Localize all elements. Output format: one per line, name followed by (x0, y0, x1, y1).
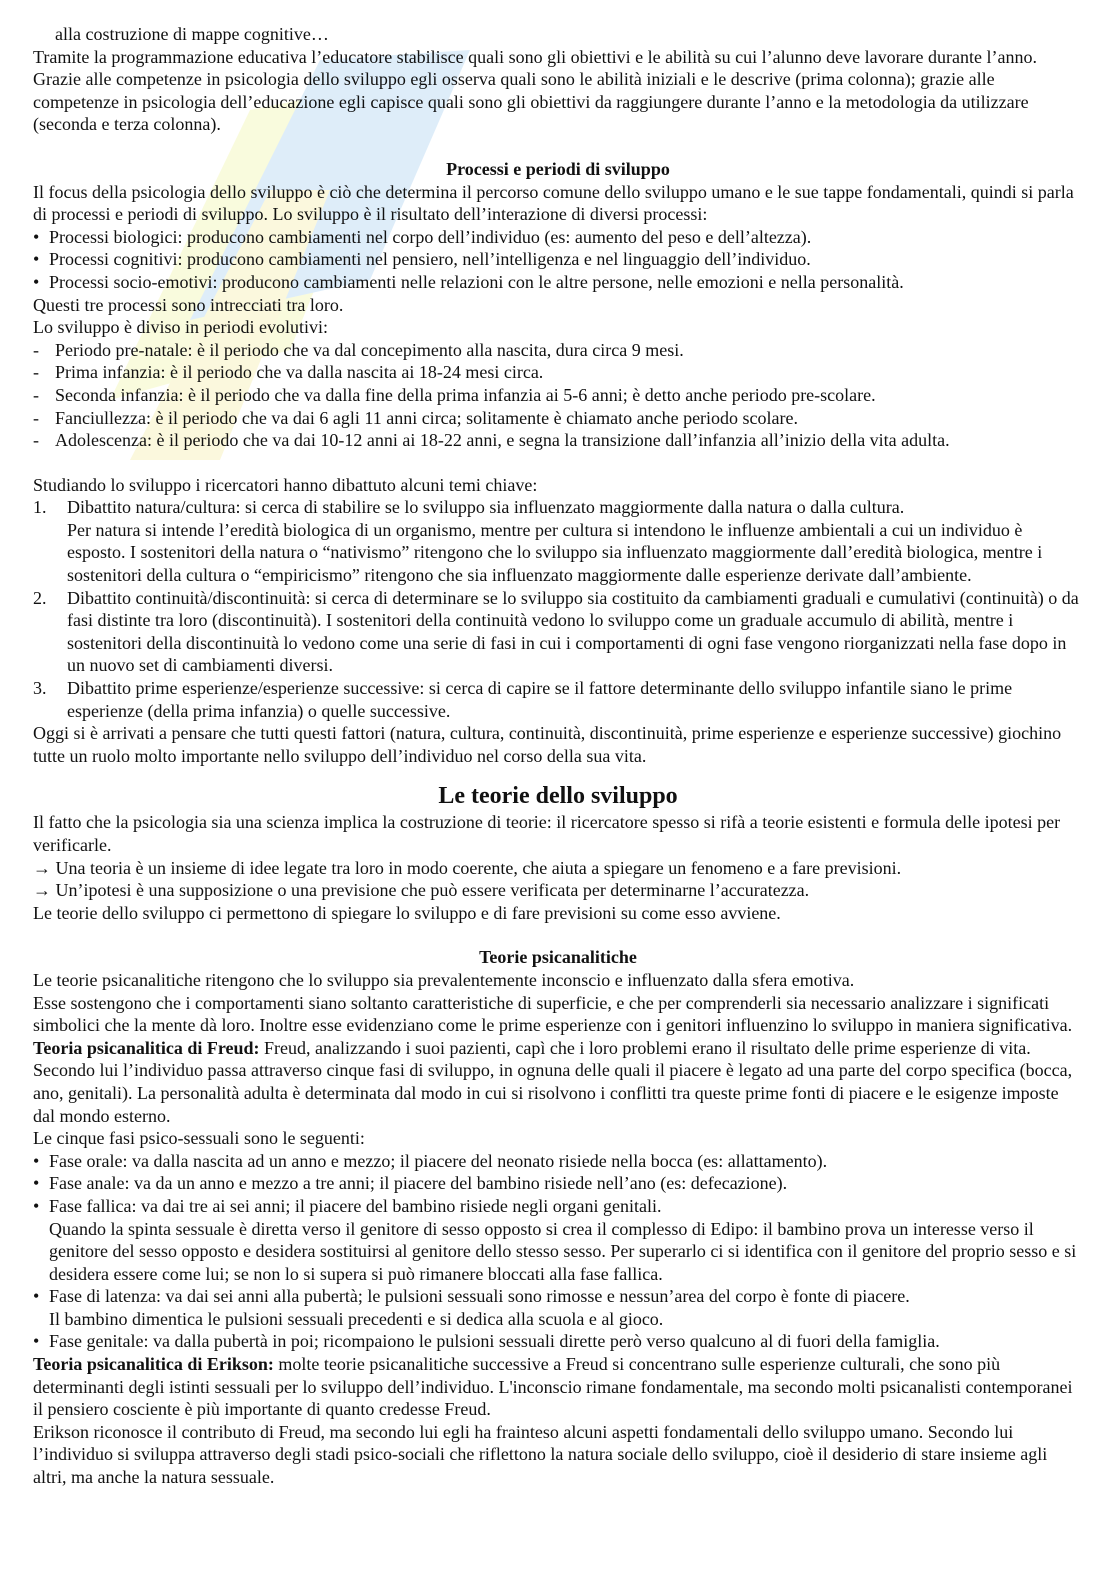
temi-conclusion: Oggi si è arrivati a pensare che tutti questi fattori (natura, cultura, continuità, discontinuità, prime esperienze e esperienze successive) giochino tutte un ruolo molto importante nello sviluppo dell’individuo nel corso della sua vita. (33, 723, 1062, 766)
bullet-icon: • (33, 249, 40, 270)
list-number: 3. (33, 678, 47, 699)
teorie-para1: Il fatto che la psicologia sia una scienza implica la costruzione di teorie: il ricercatore spesso si rifà a teorie esistenti e formula delle ipotesi per verificarle. (33, 812, 1061, 855)
bullet-icon: • (33, 1150, 40, 1171)
psicanalitiche-para1: Le teorie psicanalitiche ritengono che lo sviluppo sia prevalentemente inconscio e influenzato dalla sfera emotiva. (33, 969, 855, 990)
bullet-icon: • (33, 1286, 40, 1307)
list-item: - Periodo pre-natale: è il periodo che va dal concepimento alla nascita, dura circa 9 mesi. (33, 339, 684, 360)
list-item: • Processi biologici: producono cambiamenti nel corpo dell’individuo (es: aumento del peso e dell’altezza). (33, 226, 812, 247)
list-item: - Seconda infanzia: è il periodo che va dalla fine della prima infanzia ai 5-6 anni; è detto anche periodo pre-scolare. (33, 384, 876, 405)
list-item: • Fase orale: va dalla nascita ad un anno e mezzo; il piacere del neonato risiede nella bocca (es: allattamento). (33, 1150, 828, 1171)
freud-label: Teoria psicanalitica di Freud: (33, 1037, 260, 1058)
list-item: • Fase anale: va da un anno e mezzo a tre anni; il piacere del bambino risiede nell’ano (es: defecazione). (33, 1173, 788, 1194)
fasi-list (33, 1150, 1083, 1353)
dash-icon: - (33, 384, 39, 405)
list-item: • Fase fallica: va dai tre ai sei anni; il piacere del bambino risiede negli organi genitali. Quando la spinta sessuale è diretta verso il genitore di sesso opposto si crea il complesso di Edipo: il bambino prova un interesse verso il genitore del sesso opposto e desidera sostituirsi al genitore dello stesso sesso. Per superarlo ci si identifica con il genitore del proprio sesso e si desidera essere come lui; se non lo si supera si può rimanere bloccati alla fase fallica. (33, 1195, 1077, 1284)
dash-icon: - (33, 362, 39, 383)
bullet-icon: • (33, 1173, 40, 1194)
periods-list (33, 339, 1083, 452)
list-item: - Prima infanzia: è il periodo che va dalla nascita ai 18-24 mesi circa. (33, 362, 544, 383)
list-number: 1. (33, 497, 47, 518)
processi-after: Questi tre processi sono intrecciati tra loro. (33, 294, 344, 315)
list-item: • Processi cognitivi: producono cambiamenti nel pensiero, nell’intelligenza e nel linguaggio dell’individuo. (33, 249, 811, 270)
processi-intro: Il focus della psicologia dello sviluppo è ciò che determina il percorso comune dello sviluppo umano e le sue tappe fondamentali, quindi si parla di processi e periodi di sviluppo. Lo sviluppo è il risultato dell’interazione di diversi processi: (33, 181, 1074, 225)
document-content (33, 23, 1083, 1489)
dash-icon: - (33, 339, 39, 360)
teorie-para2: Le teorie dello sviluppo ci permettono di spiegare lo sviluppo e di fare previsioni su come esso avviene. (33, 902, 781, 923)
fasi-intro: Le cinque fasi psico-sessuali sono le seguenti: (33, 1128, 365, 1149)
list-item: • Fase di latenza: va dai sei anni alla pubertà; le pulsioni sessuali sono rimosse e nessun’area del corpo è fonte di piacere. Il bambino dimentica le pulsioni sessuali precedenti e si dedica alla scuola e al gioco. (33, 1286, 910, 1329)
bullet-icon: • (33, 1331, 40, 1352)
erikson-label: Teoria psicanalitica di Erikson: (33, 1354, 274, 1375)
freud-paragraph: Teoria psicanalitica di Freud: Freud, analizzando i suoi pazienti, capì che i loro problemi erano il risultato delle prime esperienze di vita. Secondo lui l’individuo passa attraverso cinque fasi di sviluppo, in ognuna delle quali il piacere è legato ad una parte del corpo specifica (bocca, ano, genitali). La personalità adulta è determinata dal modo in cui si risolvono i conflitti tra queste prime fonti di piacere e le esigenze imposte dal mondo esterno. (33, 1037, 1073, 1126)
list-item: 2. Dibattito continuità/discontinuità: si cerca di determinare se lo sviluppo sia costituito da cambiamenti graduali e cumulativi (continuità) o da fasi distinte tra loro (discontinuità). I sostenitori della continuità vedono lo sviluppo come un graduale accumulo di abilità, mentre i sostenitori della discontinuità lo vedono come una serie di fasi in cui i comportamenti di ogni fase vengono riorganizzati nella fase dopo in un nuovo set di cambiamenti diversi. (33, 587, 1079, 676)
dash-icon: - (33, 407, 39, 428)
erikson-paragraph-2: Erikson riconosce il contributo di Freud, ma secondo lui egli ha frainteso alcuni aspetti fondamentali dello sviluppo umano. Secondo lui l’individuo si sviluppa attraverso degli stadi psico-sociali che riflettono la natura sociale dello sviluppo, cioè il desiderio di stare insieme agli altri, ma anche la natura sessuale. (33, 1421, 1048, 1488)
section-title-processi: Processi e periodi di sviluppo (446, 158, 670, 179)
teorie-arrow2: → Un’ipotesi è una supposizione o una previsione che può essere verificata per determinarne l’accuratezza. (33, 880, 810, 901)
list-item: 1. Dibattito natura/cultura: si cerca di stabilire se lo sviluppo sia influenzato maggiormente dalla natura o dalla cultura. Per natura si intende l’eredità biologica di un organismo, mentre per cultura si intendono le influenze ambientali a cui un individuo è esposto. I sostenitori della natura o “nativismo” ritengono che lo sviluppo sia influenzato maggiormente dall’eredità biologica, mentre i sostenitori della cultura o “empiricismo” ritengono che sia influenzato maggiormente dalle esperienze derivate dall’ambiente. (33, 497, 1043, 586)
bullet-icon: • (33, 271, 40, 292)
periods-intro: Lo sviluppo è diviso in periodi evolutivi: (33, 317, 328, 338)
list-item: - Adolescenza: è il periodo che va dai 10-12 anni ai 18-22 anni, e segna la transizione dall’infanzia all’inizio della vita adulta. (33, 430, 950, 451)
intro-paragraph: Tramite la programmazione educativa l’educatore stabilisce quali sono gli obiettivi e le abilità su cui l’alunno deve lavorare durante l’anno. Grazie alle competenze in psicologia dello sviluppo egli osserva quali sono le abilità iniziali e le descrive (prima colonna); grazie alle competenze in psicologia dell’educazione egli capisce quali sono gli obiettivi da raggiungere durante l’anno e la metodologia da utilizzare (seconda e terza colonna). (33, 46, 1037, 135)
intro-line: alla costruzione di mappe cognitive… (55, 24, 329, 44)
erikson-paragraph: Teoria psicanalitica di Erikson: molte teorie psicanalitiche successive a Freud si concentrano sulle esperienze culturali, che sono più determinanti degli istinti sessuali per lo sviluppo dell’individuo. L'inconscio rimane fondamentale, ma secondo molti psicanalisti contemporanei il pensiero cosciente è più importante di quanto credesse Freud. (33, 1354, 1073, 1420)
list-item: • Processi socio-emotivi: producono cambiamenti nelle relazioni con le altre persone, nelle emozioni e nella personalità. (33, 271, 904, 292)
teorie-arrow1: → Una teoria è un insieme di idee legate tra loro in modo coerente, che aiuta a spiegare un fenomeno e a fare previsioni. (33, 857, 902, 878)
list-item: - Fanciullezza: è il periodo che va dai 6 agli 11 anni circa; solitamente è chiamato anche periodo scolare. (33, 407, 799, 428)
processi-list (33, 226, 1083, 294)
list-item: 3. Dibattito prime esperienze/esperienze successive: si cerca di capire se il fattore determinante dello sviluppo infantile siano le prime esperienze (della prima infanzia) o quelle successive. (33, 678, 1013, 721)
temi-intro: Studiando lo sviluppo i ricercatori hanno dibattuto alcuni temi chiave: (33, 474, 538, 495)
list-item: • Fase genitale: va dalla pubertà in poi; ricompaiono le pulsioni sessuali dirette però verso qualcuno al di fuori della famiglia. (33, 1331, 940, 1352)
bullet-icon: • (33, 1195, 40, 1216)
temi-list (33, 496, 1083, 722)
section-title-psicanalitiche: Teorie psicanalitiche (479, 947, 637, 968)
bullet-icon: • (33, 226, 40, 247)
section-title-teorie: Le teorie dello sviluppo (438, 783, 678, 810)
psicanalitiche-para2: Esse sostengono che i comportamenti siano soltanto caratteristiche di superficie, e che per comprenderli sia necessario analizzare i significati simbolici che la mente dà loro. Inoltre esse evidenziano come le prime esperienze con i genitori influenzino lo sviluppo in maniera significativa. (33, 992, 1073, 1036)
list-number: 2. (33, 587, 47, 608)
dash-icon: - (33, 430, 39, 451)
